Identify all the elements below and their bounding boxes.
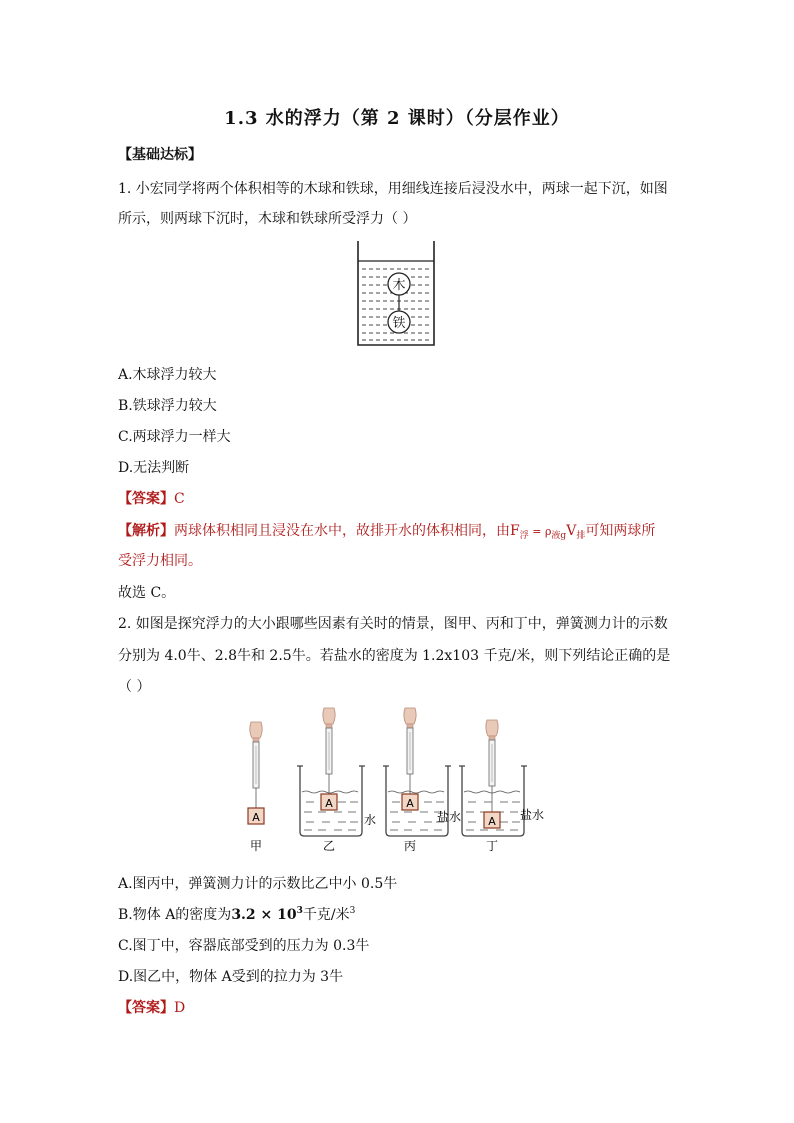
q2-option-c: C.图丁中，容器底部受到的压力为 0.3牛	[118, 938, 370, 954]
q1-figure-beaker	[352, 235, 438, 349]
q2-answer-label: 【答案】	[118, 1000, 174, 1016]
q2-option-d: D.图乙中，物体 A受到的拉力为 3牛	[118, 969, 344, 985]
q1-answer-label: 【答案】	[118, 491, 174, 507]
q2-stem-line1: 2. 如图是探究浮力的大小跟哪些因素有关时的情景，图甲、丙和丁中，弹簧测力计的示数	[118, 616, 668, 632]
q2-option-b-value: 3.2 × 10	[231, 907, 297, 923]
page-title: 1.3 水的浮力（第 2 课时）（分层作业）	[224, 108, 570, 129]
q1-option-a: A.木球浮力较大	[118, 367, 217, 383]
q2-option-b-unit-exp: 3	[349, 906, 356, 916]
q2-option-b	[118, 904, 355, 924]
q2-setup-yi	[297, 708, 376, 853]
q2-answer	[118, 997, 185, 1017]
q2-caption-yi: 乙	[322, 839, 336, 853]
q2-setup-bing	[383, 708, 461, 853]
q1-wood-label: 木	[392, 278, 406, 293]
q1-answer	[118, 488, 185, 508]
q2-label-salt-water-1: 盐水	[437, 810, 462, 824]
q1-analysis-text-a: 两球体积相同且浸没在水中，故排开水的体积相同，由	[174, 523, 510, 539]
q1-analysis-text-b: 可知两球所	[585, 523, 656, 539]
q2-block-label-yi: A	[325, 797, 333, 810]
q2-label-water: 水	[364, 813, 377, 827]
q2-option-b-exp: 3	[296, 906, 303, 916]
q2-option-b-unit: 千克/米	[302, 907, 350, 923]
q2-figure-experiment	[236, 704, 556, 854]
q1-stem-line2: 所示，则两球下沉时，木球和铁球所受浮力（ ）	[118, 211, 417, 227]
q2-stem-line3: （ ）	[118, 679, 151, 695]
section-heading: 【基础达标】	[118, 147, 202, 163]
q1-analysis-line1	[118, 520, 655, 541]
q2-option-b-prefix: B.物体 A的密度为	[118, 907, 232, 923]
q2-stem-line2: 分别为 4.0牛、2.8牛和 2.5牛。若盐水的密度为 1.2x103 千克/米，则下列结论正确的是	[118, 648, 671, 664]
q2-label-salt-water-2: 盐水	[520, 808, 545, 822]
q1-option-d: D.无法判断	[118, 460, 190, 476]
q2-caption-jia: 甲	[249, 839, 263, 853]
q2-setup-jia	[248, 722, 264, 853]
q1-option-c: C.两球浮力一样大	[118, 429, 231, 445]
q1-formula: $F_浮 = \rho_{液g}V_排$	[510, 523, 586, 541]
q1-stem-line1: 1. 小宏同学将两个体积相等的木球和铁球，用细线连接后浸没水中，两球一起下沉，如图	[118, 181, 668, 197]
q2-block-label-jia: A	[252, 811, 260, 824]
q1-answer-value: C	[174, 491, 185, 507]
q1-option-b: B.铁球浮力较大	[118, 398, 217, 414]
q2-block-label-bing: A	[406, 797, 414, 810]
q2-setup-ding	[459, 720, 544, 853]
q2-caption-ding: 丁	[485, 839, 499, 853]
q1-iron-label: 铁	[392, 316, 406, 331]
q2-option-a: A.图丙中，弹簧测力计的示数比乙中小 0.5牛	[118, 876, 398, 892]
q1-analysis-label: 【解析】	[118, 523, 174, 539]
q2-caption-bing: 丙	[403, 839, 417, 853]
q2-answer-value: D	[174, 1000, 186, 1016]
q2-block-label-ding: A	[488, 815, 496, 828]
q1-analysis-line2: 受浮力相同。	[118, 553, 202, 569]
q1-conclusion: 故选 C。	[118, 585, 176, 601]
